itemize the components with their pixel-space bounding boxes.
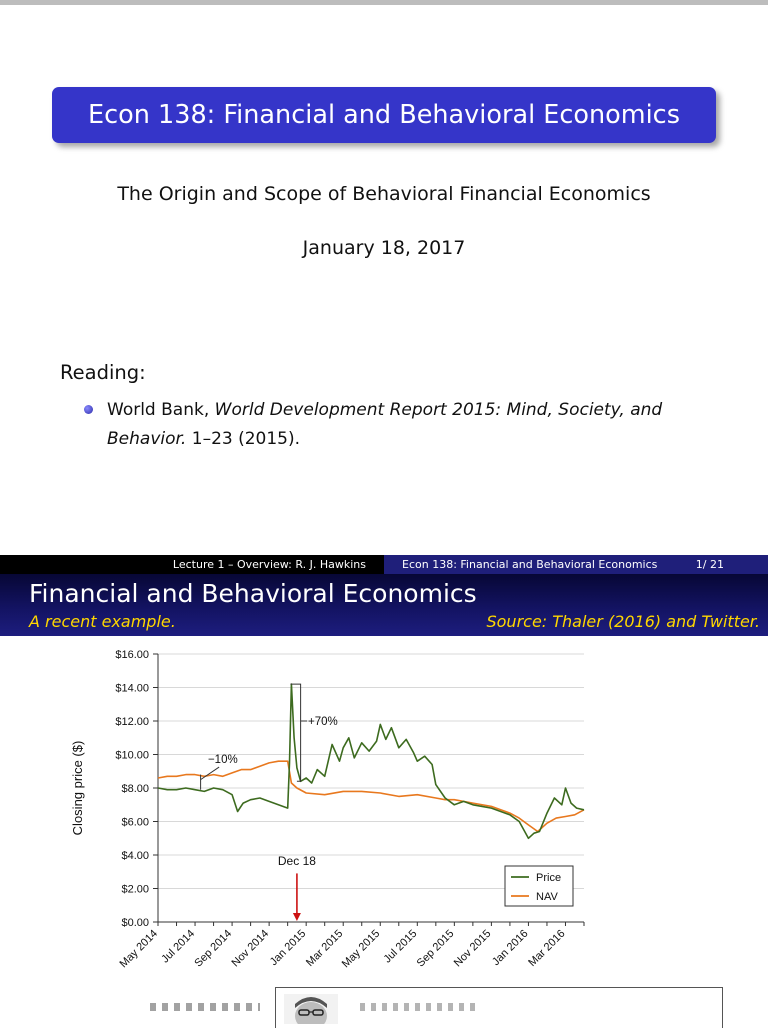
chart-legend <box>505 866 573 906</box>
lecture-subtitle: The Origin and Scope of Behavioral Financial Economics <box>117 183 651 205</box>
price-nav-chart <box>0 636 768 986</box>
x-tick-label: Jan 2015 <box>267 927 309 969</box>
footer-page-number: 1/ 21 <box>695 558 724 571</box>
top-divider <box>0 0 768 5</box>
drop-leader <box>201 767 220 780</box>
cut-off-text <box>360 1003 480 1011</box>
chart-axes <box>70 649 584 970</box>
y-tick-label: $6.00 <box>121 816 149 829</box>
x-tick-label: Jan 2016 <box>490 927 531 969</box>
x-tick-label: Sep 2015 <box>414 927 457 970</box>
y-tick-label: $0.00 <box>121 917 149 929</box>
footer-left <box>0 555 384 574</box>
annotation-dec-18: Dec 18 <box>277 854 316 869</box>
x-tick-label: May 2015 <box>339 927 383 971</box>
x-tick-label: Mar 2016 <box>526 927 568 969</box>
legend-label-nav: NAV <box>536 891 558 903</box>
slide-title: Econ 138: Financial and Behavioral Economics <box>88 100 680 130</box>
x-tick-label: Jul 2014 <box>159 927 198 966</box>
slide-title-box <box>52 87 716 143</box>
footer-lecture: Lecture 1 – Overview: R. J. Hawkins <box>172 558 366 571</box>
lecture-date: January 18, 2017 <box>302 237 466 259</box>
frame-subtitle: A recent example. <box>29 612 176 631</box>
x-tick-label: Sep 2014 <box>192 927 235 970</box>
frame-title: Financial and Behavioral Economics <box>29 579 477 608</box>
annotation-plus-70: +70% <box>308 716 338 728</box>
series-line-nav <box>158 761 584 831</box>
x-tick-label: Nov 2015 <box>451 927 494 970</box>
dec-18-arrow-head <box>293 913 301 921</box>
y-tick-label: $16.00 <box>115 649 149 661</box>
frame-source: Source: Thaler (2016) and Twitter. <box>486 612 760 631</box>
cut-off-text <box>150 1003 260 1011</box>
reading-heading: Reading: <box>60 361 146 384</box>
x-tick-label: Jul 2015 <box>381 927 420 966</box>
bullet-icon <box>84 405 93 414</box>
footer-course: Econ 138: Financial and Behavioral Economics <box>402 558 658 571</box>
reference-pages: 1–23 (2015). <box>186 429 301 449</box>
y-tick-label: $10.00 <box>115 749 149 762</box>
reference-title: World Development Report 2015: Mind, Society, and Behavior. <box>107 400 663 449</box>
x-tick-label: May 2014 <box>117 927 161 971</box>
y-tick-label: $2.00 <box>121 883 149 896</box>
chart-annotations <box>201 684 338 921</box>
x-tick-label: Nov 2014 <box>229 927 272 970</box>
annotation-minus-10: −10% <box>207 753 238 766</box>
tweet-card <box>275 987 723 1028</box>
slide-footer <box>0 555 768 574</box>
reading-reference <box>107 396 687 454</box>
y-tick-label: $4.00 <box>121 850 149 862</box>
person-photo-icon <box>284 994 338 1024</box>
y-tick-label: $12.00 <box>115 716 149 728</box>
x-tick-label: Mar 2015 <box>303 927 346 969</box>
y-axis-label: Closing price ($) <box>70 740 85 836</box>
y-tick-label: $8.00 <box>121 783 149 795</box>
y-tick-label: $14.00 <box>115 682 149 695</box>
reference-author: World Bank, <box>107 400 215 420</box>
legend-label-price: Price <box>536 872 562 884</box>
